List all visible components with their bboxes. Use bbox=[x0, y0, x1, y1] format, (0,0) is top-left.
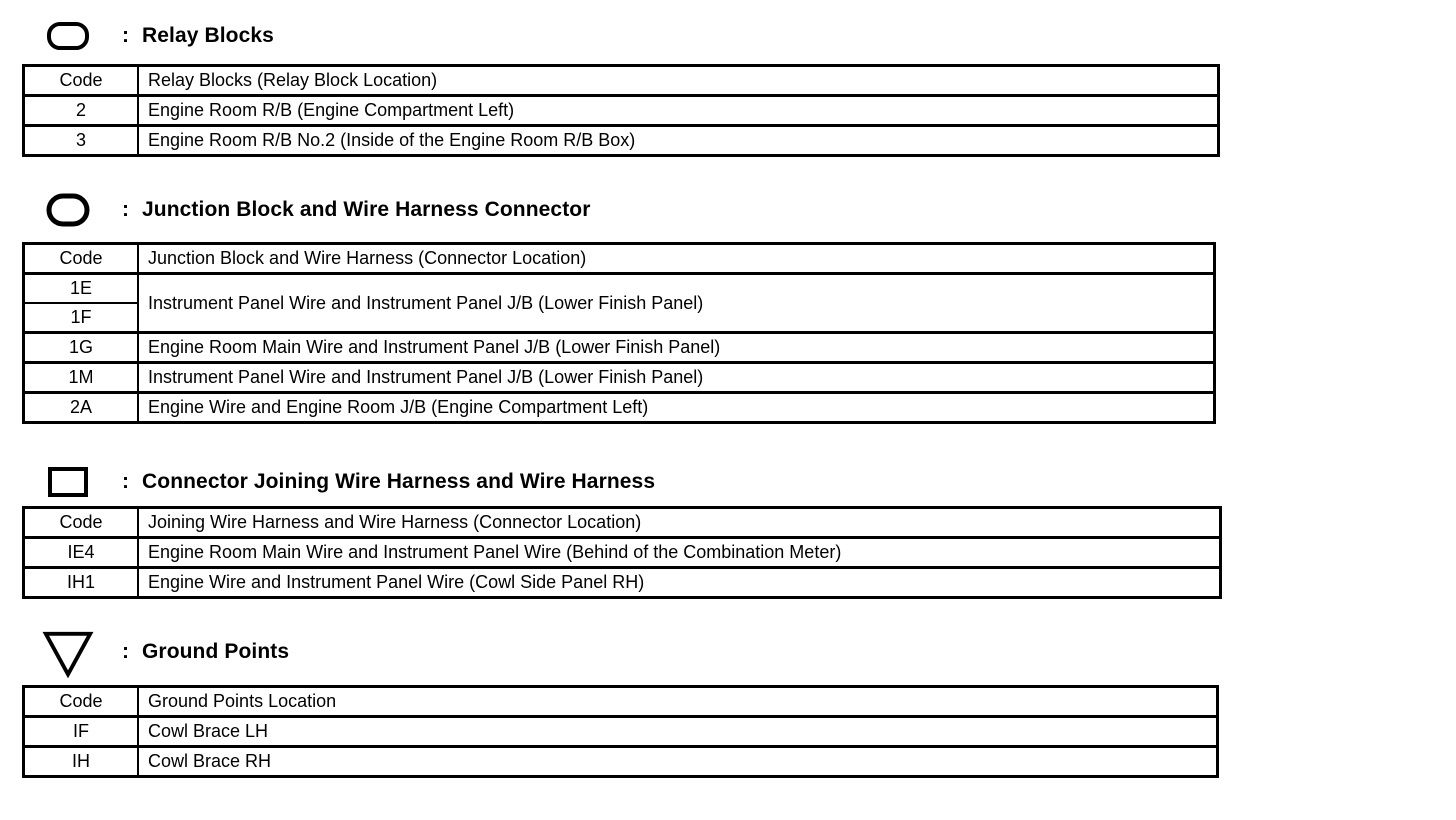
location-column-header: Ground Points Location bbox=[138, 687, 1218, 717]
rounded-rectangle-icon bbox=[40, 14, 96, 58]
oval-icon bbox=[40, 188, 96, 232]
connector-joining-heading bbox=[40, 460, 655, 504]
table-row bbox=[24, 363, 1215, 393]
location-cell: Engine Room R/B No.2 (Inside of the Engine Room R/B Box) bbox=[138, 126, 1219, 156]
code-column-header: Code bbox=[24, 687, 139, 717]
table-row bbox=[24, 274, 1215, 304]
table-row bbox=[24, 393, 1215, 423]
code-column-header: Code bbox=[24, 508, 139, 538]
connector-joining-table bbox=[22, 506, 1222, 599]
table-header-row bbox=[24, 244, 1215, 274]
location-cell: Engine Room Main Wire and Instrument Panel J/B (Lower Finish Panel) bbox=[138, 333, 1215, 363]
table-row bbox=[24, 126, 1219, 156]
location-column-header: Joining Wire Harness and Wire Harness (Connector Location) bbox=[138, 508, 1221, 538]
code-cell: 3 bbox=[24, 126, 139, 156]
section-title: Ground Points bbox=[142, 640, 290, 663]
section-title: Relay Blocks bbox=[142, 24, 274, 47]
table-header-row bbox=[24, 687, 1218, 717]
table-row bbox=[24, 747, 1218, 777]
table-row bbox=[24, 333, 1215, 363]
code-cell: 1E bbox=[24, 274, 139, 304]
ground-points-heading bbox=[40, 630, 289, 674]
table-header-row bbox=[24, 66, 1219, 96]
location-column-header: Relay Blocks (Relay Block Location) bbox=[138, 66, 1219, 96]
heading-colon: : bbox=[122, 640, 129, 663]
table-row bbox=[24, 538, 1221, 568]
code-column-header: Code bbox=[24, 244, 139, 274]
location-cell: Instrument Panel Wire and Instrument Panel J/B (Lower Finish Panel) bbox=[138, 363, 1215, 393]
location-cell: Engine Room Main Wire and Instrument Panel Wire (Behind of the Combination Meter) bbox=[138, 538, 1221, 568]
location-cell: Engine Wire and Instrument Panel Wire (Cowl Side Panel RH) bbox=[138, 568, 1221, 598]
rectangle-icon bbox=[40, 460, 96, 504]
code-cell: IE4 bbox=[24, 538, 139, 568]
section-title: Connector Joining Wire Harness and Wire Harness bbox=[142, 470, 656, 493]
down-triangle-icon bbox=[40, 630, 96, 674]
code-cell: 1M bbox=[24, 363, 139, 393]
code-cell: 1G bbox=[24, 333, 139, 363]
table-row bbox=[24, 96, 1219, 126]
heading-colon: : bbox=[122, 198, 129, 221]
code-column-header: Code bbox=[24, 66, 139, 96]
junction-block-table bbox=[22, 242, 1216, 424]
location-cell: Instrument Panel Wire and Instrument Panel J/B (Lower Finish Panel) bbox=[138, 274, 1215, 333]
relay-blocks-heading bbox=[40, 14, 274, 58]
table-header-row bbox=[24, 508, 1221, 538]
location-cell: Engine Room R/B (Engine Compartment Left) bbox=[138, 96, 1219, 126]
location-column-header: Junction Block and Wire Harness (Connector Location) bbox=[138, 244, 1215, 274]
code-cell: IH bbox=[24, 747, 139, 777]
relay-blocks-table bbox=[22, 64, 1220, 157]
location-cell: Cowl Brace RH bbox=[138, 747, 1218, 777]
table-row bbox=[24, 568, 1221, 598]
code-cell: 2A bbox=[24, 393, 139, 423]
junction-block-heading bbox=[40, 188, 591, 232]
location-cell: Cowl Brace LH bbox=[138, 717, 1218, 747]
code-cell: 1F bbox=[24, 303, 139, 333]
table-row bbox=[24, 717, 1218, 747]
location-cell: Engine Wire and Engine Room J/B (Engine Compartment Left) bbox=[138, 393, 1215, 423]
code-cell: 2 bbox=[24, 96, 139, 126]
code-cell: IF bbox=[24, 717, 139, 747]
ground-points-table bbox=[22, 685, 1219, 778]
heading-colon: : bbox=[122, 24, 129, 47]
code-cell: IH1 bbox=[24, 568, 139, 598]
heading-colon: : bbox=[122, 470, 129, 493]
section-title: Junction Block and Wire Harness Connector bbox=[142, 198, 591, 221]
